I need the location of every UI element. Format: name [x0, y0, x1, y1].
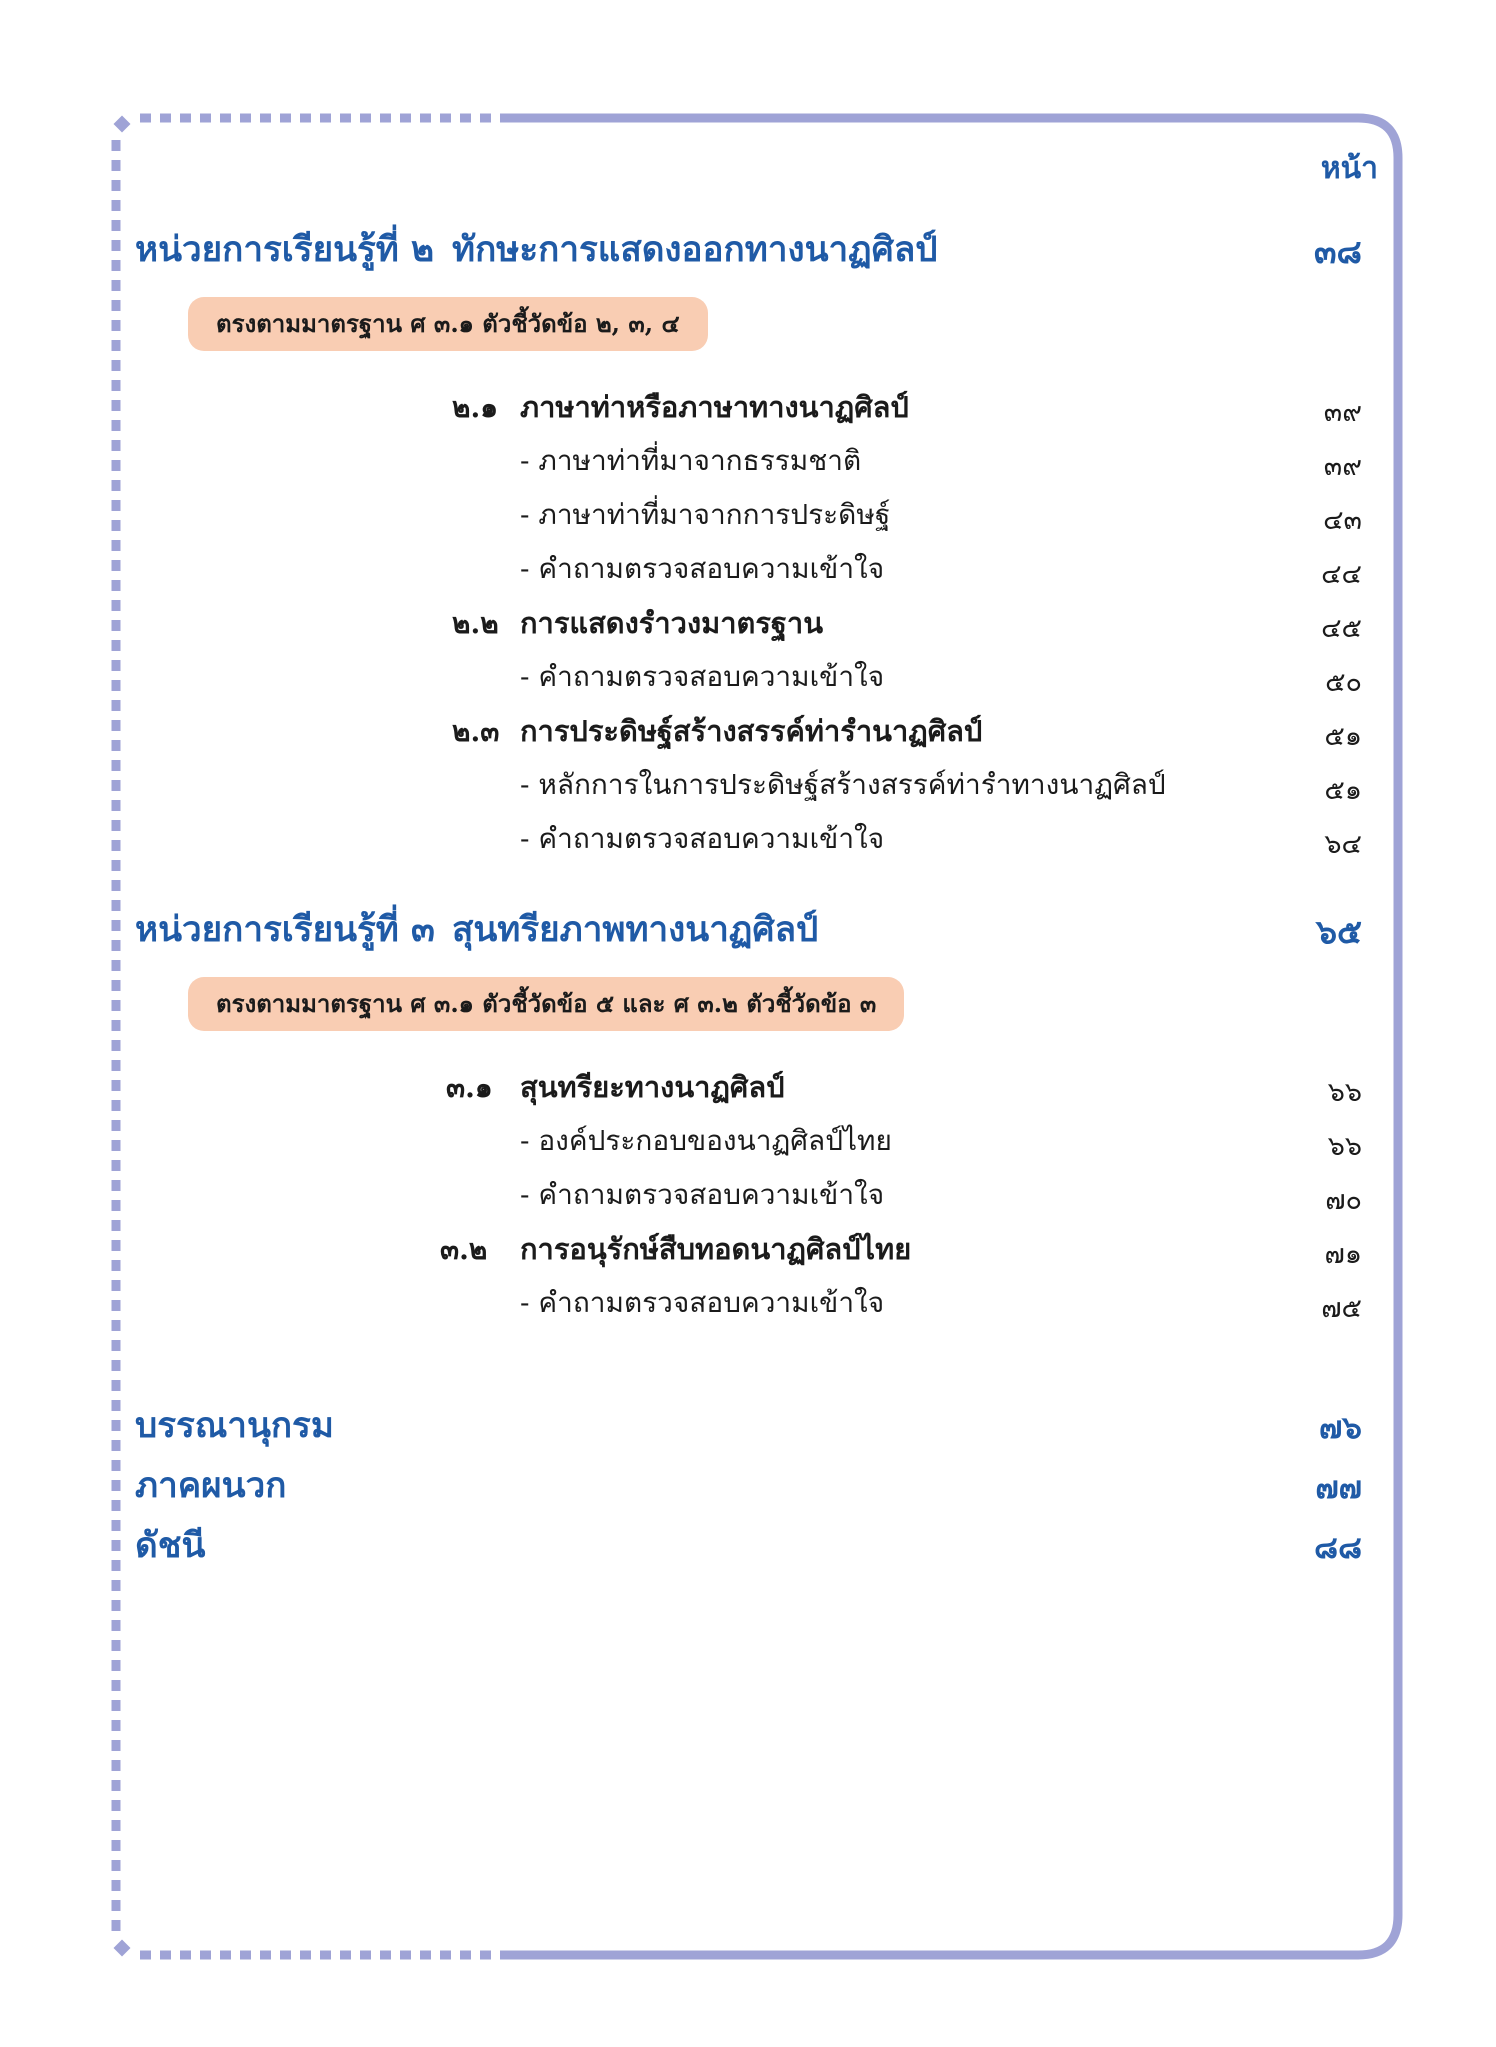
section-2-2-page: ๔๕	[1321, 613, 1362, 644]
item-2-1-c-title: - คำถามตรวจสอบความเข้าใจ	[520, 552, 885, 585]
item-3-1-b-title: - คำถามตรวจสอบความเข้าใจ	[520, 1178, 885, 1211]
section-3-1-number: ๓.๑	[446, 1071, 493, 1104]
section-2-2-title: การแสดงรำวงมาตรฐาน	[520, 606, 824, 640]
item-2-1-c-page: ๔๔	[1321, 559, 1362, 590]
unit-2-name: ทักษะการแสดงออกทางนาฏศิลป์	[452, 229, 938, 270]
section-2-2-number: ๒.๒	[452, 607, 499, 640]
appendix-page: ๗๗	[1315, 1470, 1362, 1506]
unit-2-page: ๓๘	[1313, 232, 1362, 271]
section-3-1-title: สุนทรียะทางนาฏศิลป์	[520, 1070, 785, 1104]
item-3-2-a-page: ๗๕	[1321, 1293, 1362, 1324]
appendix-title: ภาคผนวก	[135, 1465, 287, 1506]
section-2-3-number: ๒.๓	[452, 715, 500, 748]
unit-2-title: หน่วยการเรียนรู้ที่ ๒	[135, 229, 435, 270]
section-2-3-page: ๕๑	[1324, 721, 1362, 752]
item-2-1-a-page: ๓๙	[1323, 451, 1362, 482]
page-column-header: หน้า	[1320, 151, 1378, 186]
item-2-2-a-page: ๕๐	[1325, 667, 1362, 698]
item-2-2-a-title: - คำถามตรวจสอบความเข้าใจ	[520, 660, 885, 693]
item-2-1-b-page: ๔๓	[1323, 505, 1362, 536]
item-2-3-a-page: ๕๑	[1324, 775, 1362, 806]
item-2-1-b-title: - ภาษาท่าที่มาจากการประดิษฐ์	[520, 498, 891, 531]
section-3-2-page: ๗๑	[1324, 1239, 1362, 1270]
unit-3-name: สุนทรียภาพทางนาฏศิลป์	[452, 909, 819, 950]
bibliography-page: ๗๖	[1319, 1410, 1362, 1446]
unit-3-title: หน่วยการเรียนรู้ที่ ๓	[135, 909, 435, 950]
section-2-1-number: ๒.๑	[452, 391, 498, 424]
item-2-3-a-title: - หลักการในการประดิษฐ์สร้างสรรค์ท่ารำทางนาฏศิลป์	[520, 768, 1166, 801]
section-2-1-title: ภาษาท่าหรือภาษาทางนาฏศิลป์	[520, 390, 909, 424]
item-3-1-b-page: ๗๐	[1325, 1185, 1362, 1216]
section-2-3-title: การประดิษฐ์สร้างสรรค์ท่ารำนาฏศิลป์	[520, 714, 983, 748]
section-2-1-page: ๓๙	[1323, 397, 1362, 428]
unit-2-standard-badge: ตรงตามมาตรฐาน ศ ๓.๑ ตัวชี้วัดข้อ ๒, ๓, ๔	[188, 297, 708, 351]
item-2-3-b-title: - คำถามตรวจสอบความเข้าใจ	[520, 822, 885, 855]
item-3-2-a-title: - คำถามตรวจสอบความเข้าใจ	[520, 1286, 885, 1319]
bibliography-title: บรรณานุกรม	[135, 1405, 334, 1446]
unit-3-standard-badge: ตรงตามมาตรฐาน ศ ๓.๑ ตัวชี้วัดข้อ ๕ และ ศ ๓.๒ ตัวชี้วัดข้อ ๓	[188, 977, 904, 1031]
item-2-1-a-title: - ภาษาท่าที่มาจากธรรมชาติ	[520, 444, 862, 477]
index-title: ดัชนี	[135, 1525, 206, 1566]
item-3-1-a-page: ๖๖	[1327, 1131, 1362, 1162]
item-3-1-a-title: - องค์ประกอบของนาฏศิลป์ไทย	[520, 1124, 892, 1157]
section-3-2-title: การอนุรักษ์สืบทอดนาฏศิลป์ไทย	[520, 1232, 912, 1266]
item-2-3-b-page: ๖๔	[1324, 829, 1362, 860]
section-3-1-page: ๖๖	[1327, 1077, 1362, 1108]
section-3-2-number: ๓.๒	[440, 1233, 488, 1266]
unit-3-page: ๖๕	[1316, 912, 1362, 951]
index-page: ๘๘	[1314, 1530, 1362, 1566]
